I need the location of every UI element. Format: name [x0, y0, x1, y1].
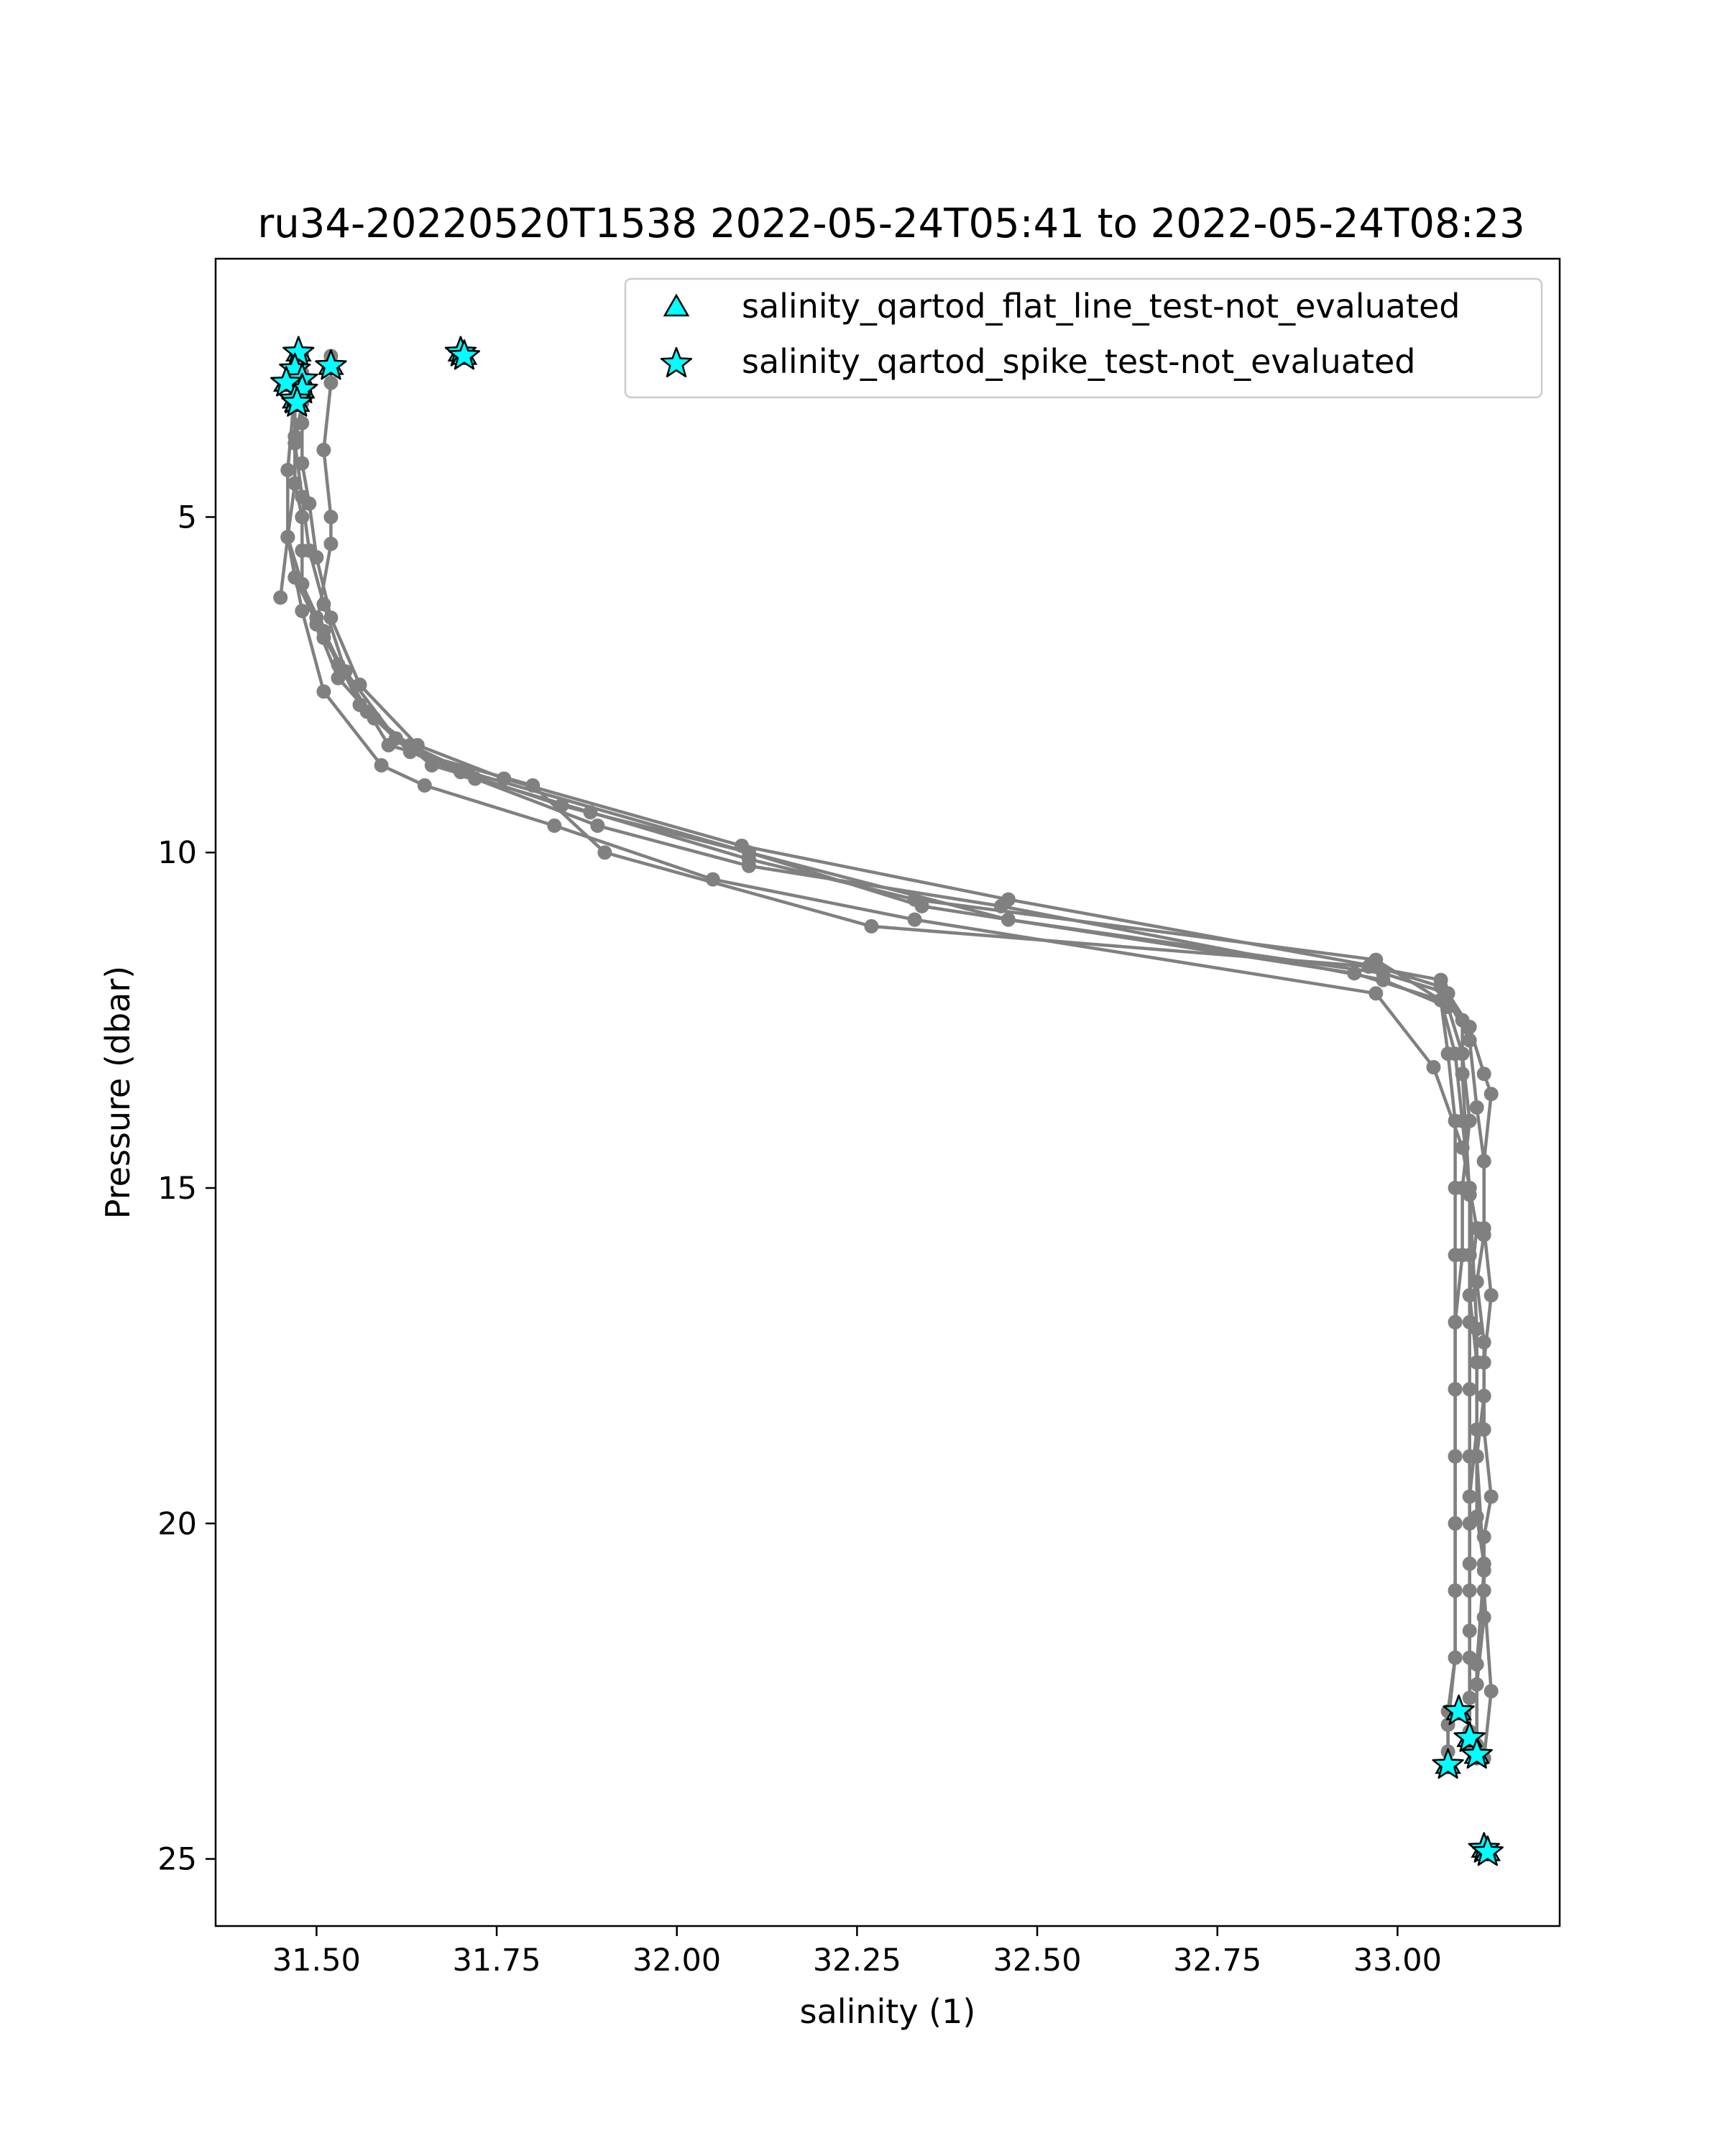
profile-point — [1463, 1187, 1477, 1202]
profile-point — [1477, 1067, 1491, 1081]
profile-point — [1463, 1557, 1477, 1571]
profile-point — [908, 913, 922, 927]
profile-point — [410, 738, 425, 752]
profile-point — [425, 758, 439, 773]
legend — [625, 279, 1542, 397]
profile-point — [295, 510, 309, 524]
profile-point — [1470, 1677, 1484, 1692]
profile-point — [1448, 1583, 1463, 1598]
profile-point — [288, 436, 302, 451]
x-tick-label: 32.75 — [1173, 1943, 1262, 1978]
profile-point — [1455, 1114, 1470, 1128]
profile-point — [1463, 1248, 1477, 1262]
x-tick-label: 32.00 — [632, 1943, 722, 1978]
profile-point — [1477, 1154, 1491, 1169]
profile-point — [1470, 1510, 1484, 1524]
x-tick-label: 33.00 — [1353, 1943, 1442, 1978]
profile-point — [1470, 1275, 1484, 1289]
x-tick-label: 32.50 — [993, 1943, 1082, 1978]
x-tick-label: 31.75 — [452, 1943, 541, 1978]
y-tick-label: 5 — [177, 499, 197, 536]
profile-point — [1463, 1382, 1477, 1396]
profile-point — [1477, 1422, 1491, 1437]
profile-point — [323, 376, 338, 390]
profile-point — [353, 698, 367, 712]
y-axis-label: Pressure (dbar) — [98, 965, 137, 1220]
profile-point — [1434, 973, 1448, 987]
legend-label-spike: salinity_qartod_spike_test-not_evaluated — [742, 342, 1416, 381]
profile-point — [1463, 1490, 1477, 1504]
profile-point — [1470, 1322, 1484, 1336]
profile-point — [864, 919, 878, 934]
legend-label-flat-line: salinity_qartod_flat_line_test-not_evaluated — [742, 287, 1460, 326]
profile-point — [316, 631, 331, 645]
profile-point — [1361, 959, 1376, 974]
profile-point — [1470, 1657, 1484, 1672]
profile-point — [1448, 1516, 1463, 1531]
profile-point — [1427, 1060, 1441, 1074]
profile-point — [525, 778, 540, 793]
profile-point — [295, 456, 309, 471]
profile-point — [1455, 1141, 1470, 1155]
profile-point — [1463, 1033, 1477, 1048]
profile-point — [339, 664, 353, 678]
profile-point — [1448, 1046, 1463, 1061]
profile-point — [374, 758, 389, 773]
profile-point — [547, 819, 561, 833]
profile-point — [280, 530, 295, 544]
y-tick-label: 25 — [157, 1841, 197, 1878]
profile-point — [1347, 966, 1361, 980]
profile-point — [1470, 1450, 1484, 1464]
profile-point — [1448, 1382, 1463, 1396]
profile-point — [1463, 1288, 1477, 1302]
profile-point — [323, 510, 338, 524]
profile-point — [554, 798, 569, 813]
profile-point — [1477, 1355, 1491, 1370]
profile-point — [1448, 1450, 1463, 1464]
profile-point — [1477, 1335, 1491, 1350]
profile-point — [295, 604, 309, 618]
profile-point — [367, 711, 382, 726]
profile-point — [1477, 1563, 1491, 1577]
profile-point — [1463, 1583, 1477, 1598]
profile-point — [295, 416, 309, 430]
profile-point — [461, 765, 475, 779]
profile-point — [1477, 1611, 1491, 1625]
profile-point — [1477, 1583, 1491, 1598]
profile-point — [1463, 1020, 1477, 1034]
profile-point — [597, 845, 612, 860]
profile-point — [323, 611, 338, 625]
profile-point — [1477, 1389, 1491, 1404]
profile-point — [1463, 1691, 1477, 1705]
profile-point — [590, 819, 604, 833]
profile-point — [1477, 1530, 1491, 1544]
chart-title: ru34-20220520T1538 2022-05-24T05:41 to 2022-05-24T08:23 — [257, 201, 1525, 247]
profile-point — [1001, 893, 1016, 907]
profile-point — [1441, 986, 1455, 1000]
x-axis-label: salinity (1) — [799, 1992, 976, 2031]
profile-point — [1484, 1684, 1499, 1698]
y-tick-label: 15 — [157, 1171, 197, 1207]
profile-point — [288, 476, 302, 491]
y-tick-label: 10 — [157, 835, 197, 872]
profile-point — [295, 489, 309, 504]
profile-point — [1484, 1087, 1499, 1101]
profile-point — [323, 537, 338, 551]
profile-point — [1368, 986, 1383, 1000]
y-tick-label: 20 — [157, 1506, 197, 1542]
profile-point — [1477, 1221, 1491, 1235]
profile-point — [273, 591, 288, 605]
profile-point — [316, 684, 331, 699]
profile-point — [1470, 1100, 1484, 1115]
profile-point — [1484, 1490, 1499, 1504]
profile-point — [583, 805, 597, 819]
profile-point — [1448, 1651, 1463, 1665]
profile-point — [353, 678, 367, 692]
profile-point — [1448, 1315, 1463, 1330]
x-tick-label: 32.25 — [812, 1943, 901, 1978]
profile-point — [309, 617, 323, 632]
profile-point — [418, 778, 432, 793]
profile-point — [1455, 1067, 1470, 1081]
profile-point — [288, 571, 302, 585]
profile-point — [280, 463, 295, 477]
profile-point — [389, 732, 403, 746]
profile-point — [742, 845, 756, 860]
profile-point — [908, 893, 922, 907]
profile-point — [1463, 1623, 1477, 1638]
profile-point — [1484, 1288, 1499, 1302]
profile-point — [1376, 966, 1390, 980]
profile-point — [316, 597, 331, 612]
profile-point — [316, 443, 331, 457]
x-tick-label: 31.50 — [272, 1943, 361, 1978]
profile-point — [497, 772, 511, 786]
profile-point — [706, 872, 720, 887]
profile-point — [302, 543, 316, 558]
profile-point — [1001, 913, 1016, 927]
